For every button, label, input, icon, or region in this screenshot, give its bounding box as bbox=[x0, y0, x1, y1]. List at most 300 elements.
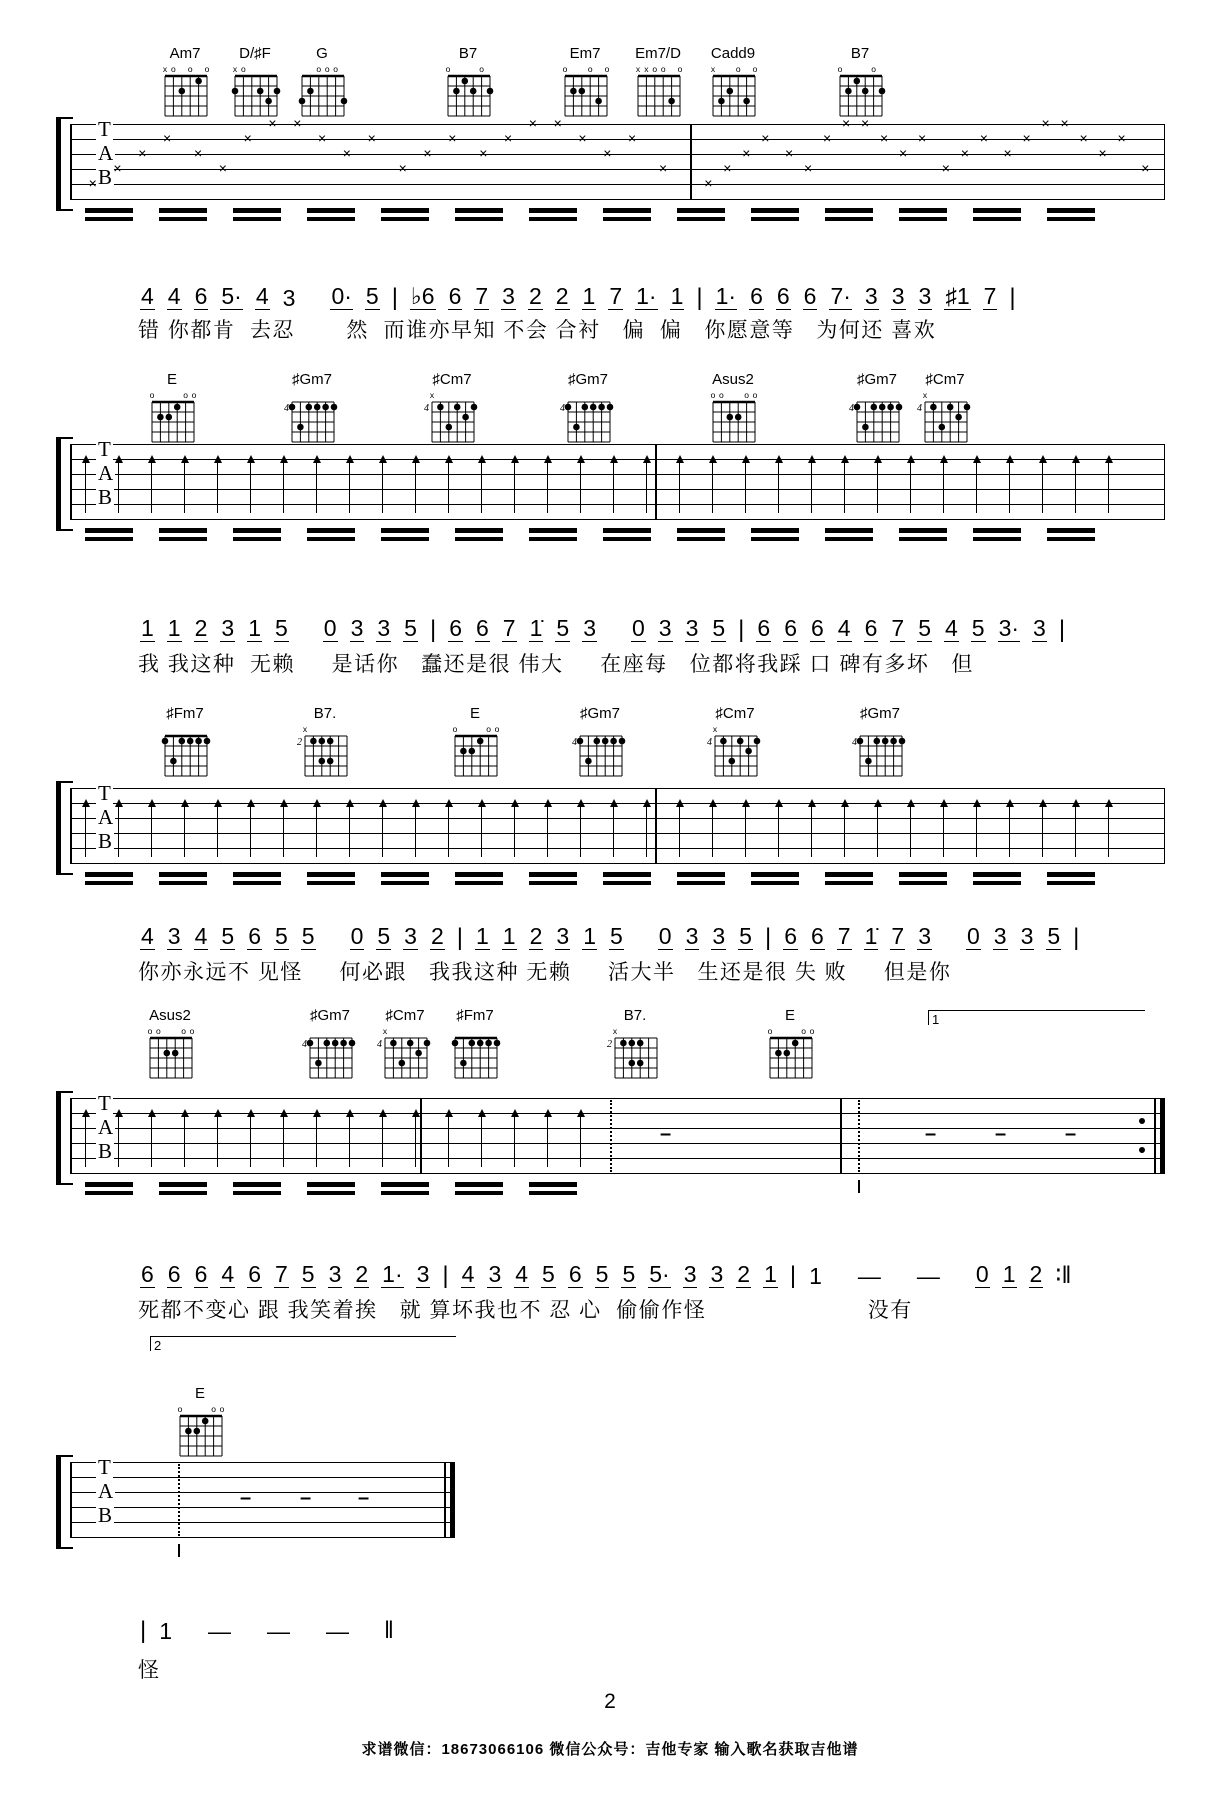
strum-up-arrow-icon bbox=[547, 1111, 548, 1167]
chord-name: ♯Cm7 bbox=[385, 1007, 425, 1024]
arrowhead-icon bbox=[841, 799, 849, 807]
jianpu-note: 1 bbox=[809, 1263, 822, 1289]
strum-up-arrow-icon bbox=[1042, 457, 1043, 513]
strum-up-arrow-icon bbox=[184, 801, 185, 857]
svg-text:4: 4 bbox=[284, 403, 289, 414]
tab-clef-letter: T bbox=[98, 781, 111, 805]
jianpu-note: 2 bbox=[355, 1261, 369, 1287]
chord-name: B7 bbox=[850, 45, 870, 62]
strum-up-arrow-icon bbox=[151, 457, 152, 513]
arrowhead-icon bbox=[973, 455, 981, 463]
arrowhead-icon bbox=[511, 1109, 519, 1117]
muted-note-x-icon: × bbox=[553, 115, 562, 131]
chord bbox=[153, 46, 217, 125]
strum-up-arrow-icon bbox=[316, 1111, 317, 1167]
arrowhead-icon bbox=[478, 455, 486, 463]
svg-text:o: o bbox=[479, 64, 484, 74]
muted-note-x-icon: × bbox=[293, 115, 302, 131]
chord-name: B7. bbox=[623, 1007, 647, 1024]
tab-clef-letter: T bbox=[98, 437, 111, 461]
chord-name: ♯Gm7 bbox=[856, 371, 897, 388]
strum-up-arrow-icon bbox=[151, 801, 152, 857]
strum-up-arrow-icon bbox=[382, 1111, 383, 1167]
strum-up-arrow-icon bbox=[613, 457, 614, 513]
jianpu-note: 5 bbox=[274, 615, 288, 641]
muted-note-x-icon: × bbox=[479, 145, 488, 161]
svg-text:4: 4 bbox=[377, 1039, 382, 1050]
arrowhead-icon bbox=[115, 1109, 123, 1117]
jianpu-note: 3 bbox=[918, 283, 932, 309]
jianpu-numbers-line bbox=[140, 924, 1091, 950]
jianpu-note: 4 bbox=[944, 615, 958, 641]
rest-dash: – bbox=[995, 1123, 1007, 1145]
arrowhead-icon bbox=[412, 799, 420, 807]
arrowhead-icon bbox=[181, 455, 189, 463]
svg-text:x: x bbox=[382, 1026, 388, 1036]
arrowhead-icon bbox=[346, 799, 354, 807]
strum-up-arrow-icon bbox=[844, 801, 845, 857]
tab-staff bbox=[70, 437, 1165, 520]
jianpu-note: 3 bbox=[416, 1261, 430, 1287]
chord-diagram bbox=[420, 388, 484, 451]
muted-note-x-icon: × bbox=[742, 145, 751, 161]
arrowhead-icon bbox=[82, 799, 90, 807]
system-brace bbox=[56, 117, 73, 211]
jianpu-note: 2 bbox=[529, 923, 543, 949]
strum-up-arrow-icon bbox=[811, 801, 812, 857]
muted-note-x-icon: × bbox=[723, 160, 732, 176]
svg-text:x: x bbox=[302, 724, 308, 734]
chord-name: ♯Gm7 bbox=[579, 705, 620, 722]
muted-note-x-icon: × bbox=[1022, 130, 1031, 146]
chord bbox=[568, 706, 632, 785]
strum-up-arrow-icon bbox=[514, 801, 515, 857]
arrowhead-icon bbox=[148, 1109, 156, 1117]
beam-groups bbox=[85, 208, 1105, 221]
chord bbox=[168, 1386, 232, 1465]
jianpu-note: 5 bbox=[365, 283, 379, 309]
jianpu-note: 5 bbox=[739, 923, 752, 949]
chord bbox=[626, 46, 690, 125]
jianpu-note: | bbox=[1058, 615, 1066, 643]
jianpu-note: 6 bbox=[776, 283, 790, 309]
svg-text:o: o bbox=[316, 64, 322, 74]
chord bbox=[420, 372, 484, 451]
arrowhead-icon bbox=[709, 455, 717, 463]
jianpu-note: 7 bbox=[837, 923, 851, 949]
jianpu-note: 3 bbox=[712, 923, 726, 949]
muted-note-x-icon: × bbox=[423, 145, 432, 161]
svg-text:4: 4 bbox=[917, 403, 922, 414]
chord bbox=[603, 1008, 667, 1087]
strum-up-arrow-icon bbox=[217, 801, 218, 857]
svg-text:4: 4 bbox=[849, 403, 854, 414]
jianpu-note: 5 bbox=[301, 923, 315, 949]
jianpu-note: 6 bbox=[449, 615, 462, 641]
svg-text:o: o bbox=[181, 1026, 186, 1036]
jianpu-note: 1 bbox=[159, 1618, 173, 1645]
jianpu-note: 1 bbox=[502, 923, 516, 949]
svg-text:o: o bbox=[445, 64, 451, 74]
chord-diagram bbox=[168, 1402, 232, 1465]
jianpu-note: 4 bbox=[194, 923, 208, 949]
jianpu-note: 6 bbox=[811, 923, 824, 949]
arrowhead-icon bbox=[1072, 799, 1080, 807]
jianpu-note: 0 bbox=[323, 615, 337, 641]
strum-up-arrow-icon bbox=[415, 1111, 416, 1167]
arrowhead-icon bbox=[511, 455, 519, 463]
barline bbox=[420, 1098, 422, 1174]
svg-text:2: 2 bbox=[607, 1039, 612, 1050]
svg-text:x: x bbox=[429, 390, 435, 400]
svg-text:4: 4 bbox=[572, 737, 577, 748]
jianpu-note: | bbox=[696, 283, 703, 311]
chord-name: G bbox=[316, 45, 328, 62]
strum-up-arrow-icon bbox=[250, 801, 251, 857]
svg-text:o: o bbox=[149, 390, 155, 400]
jianpu-numbers-line bbox=[140, 616, 1077, 642]
svg-text:o: o bbox=[191, 390, 197, 400]
jianpu-note: 5 bbox=[1047, 923, 1061, 949]
tab-clef-letter: B bbox=[98, 1139, 113, 1163]
jianpu-note: 5 bbox=[622, 1261, 636, 1287]
jianpu-note: 3 bbox=[167, 923, 181, 949]
ending-number: 2 bbox=[154, 1338, 162, 1353]
arrowhead-icon bbox=[940, 799, 948, 807]
strum-up-arrow-icon bbox=[1108, 801, 1109, 857]
muted-note-x-icon: × bbox=[88, 175, 97, 191]
jianpu-note: 2 bbox=[1029, 1261, 1043, 1287]
arrowhead-icon bbox=[775, 799, 783, 807]
svg-text:o: o bbox=[562, 64, 568, 74]
arrowhead-icon bbox=[643, 799, 651, 807]
arrowhead-icon bbox=[346, 455, 354, 463]
jianpu-note: 7 bbox=[609, 283, 623, 309]
strum-up-arrow-icon bbox=[349, 801, 350, 857]
muted-note-x-icon: × bbox=[138, 145, 147, 161]
jianpu-note: 3 bbox=[683, 1261, 697, 1287]
chord-diagram bbox=[758, 1024, 822, 1087]
strum-up-arrow-icon bbox=[151, 1111, 152, 1167]
jianpu-note: 3 bbox=[404, 923, 417, 949]
arrowhead-icon bbox=[643, 455, 651, 463]
strum-up-arrow-icon bbox=[184, 1111, 185, 1167]
jianpu-note: | bbox=[140, 1617, 147, 1644]
jianpu-note: 1̇ bbox=[529, 615, 543, 641]
arrowhead-icon bbox=[1072, 455, 1080, 463]
jianpu-note: | bbox=[789, 1261, 797, 1289]
arrowhead-icon bbox=[709, 799, 717, 807]
svg-text:o: o bbox=[189, 1026, 195, 1036]
svg-text:o: o bbox=[871, 64, 876, 74]
strum-up-arrow-icon bbox=[415, 457, 416, 513]
chord-diagram bbox=[626, 62, 690, 125]
jianpu-note: ‖ bbox=[384, 1617, 394, 1644]
chord-diagram bbox=[436, 62, 500, 125]
jianpu-note: 3 bbox=[864, 283, 878, 309]
jianpu-note: 3 bbox=[891, 283, 905, 309]
jianpu-note: 6 bbox=[757, 615, 771, 641]
arrowhead-icon bbox=[742, 455, 750, 463]
jianpu-note: 0· bbox=[331, 283, 352, 309]
lyrics-line: 你亦永远不 见怪 何必跟 我我这种 无赖 活大半 生还是很 失 败 但是你 bbox=[138, 961, 952, 984]
jianpu-note: | bbox=[456, 923, 463, 951]
jianpu-note: 4 bbox=[837, 615, 851, 641]
chord bbox=[701, 372, 765, 451]
arrowhead-icon bbox=[214, 455, 222, 463]
strum-up-arrow-icon bbox=[877, 457, 878, 513]
tab-staff bbox=[70, 1455, 455, 1538]
svg-text:o: o bbox=[156, 1026, 161, 1036]
svg-text:x: x bbox=[644, 64, 649, 74]
jianpu-note: 7 bbox=[475, 283, 489, 309]
chord-name: Am7 bbox=[169, 45, 201, 62]
muted-note-x-icon: × bbox=[398, 160, 407, 176]
strum-up-arrow-icon bbox=[910, 801, 911, 857]
arrowhead-icon bbox=[1039, 799, 1047, 807]
rest-dash: – bbox=[1065, 1123, 1077, 1145]
jianpu-note: 3 bbox=[918, 923, 931, 949]
arrowhead-icon bbox=[973, 799, 981, 807]
barline bbox=[655, 444, 657, 520]
chord bbox=[443, 1008, 507, 1087]
arrowhead-icon bbox=[544, 455, 552, 463]
jianpu-note: 1 bbox=[582, 283, 596, 309]
svg-text:x: x bbox=[612, 1026, 618, 1036]
chord-diagram bbox=[138, 1024, 202, 1087]
svg-text:o: o bbox=[187, 64, 193, 74]
arrowhead-icon bbox=[775, 455, 783, 463]
jianpu-numbers-line bbox=[140, 1618, 406, 1643]
strum-up-arrow-icon bbox=[118, 1111, 119, 1167]
strum-up-arrow-icon bbox=[613, 801, 614, 857]
strum-up-arrow-icon bbox=[580, 457, 581, 513]
strum-up-arrow-icon bbox=[580, 801, 581, 857]
strum-up-arrow-icon bbox=[910, 457, 911, 513]
arrowhead-icon bbox=[478, 799, 486, 807]
muted-note-x-icon: × bbox=[194, 145, 203, 161]
muted-note-x-icon: × bbox=[704, 175, 713, 191]
arrowhead-icon bbox=[379, 799, 387, 807]
arrowhead-icon bbox=[313, 799, 321, 807]
jianpu-note: ♯1 bbox=[945, 283, 970, 309]
svg-text:o: o bbox=[324, 64, 330, 74]
muted-note-x-icon: × bbox=[918, 130, 927, 146]
arrowhead-icon bbox=[115, 799, 123, 807]
arrowhead-icon bbox=[577, 1109, 585, 1117]
chord bbox=[436, 46, 500, 125]
arpeggio-wavy-line bbox=[858, 1100, 860, 1172]
muted-note-x-icon: × bbox=[504, 130, 513, 146]
arrowhead-icon bbox=[313, 1109, 321, 1117]
rest-dash: – bbox=[358, 1487, 370, 1509]
arrowhead-icon bbox=[313, 455, 321, 463]
jianpu-note: — bbox=[326, 1618, 350, 1645]
tab-staff bbox=[70, 781, 1165, 864]
jianpu-note: 7 bbox=[891, 923, 905, 949]
svg-text:o: o bbox=[147, 1026, 153, 1036]
jianpu-note: 7 bbox=[891, 615, 905, 641]
tab-clef-letter: A bbox=[98, 1479, 114, 1503]
svg-text:o: o bbox=[183, 390, 188, 400]
jianpu-note: 4 bbox=[141, 923, 154, 949]
svg-text:o: o bbox=[171, 64, 176, 74]
tab-clef-letter: B bbox=[98, 165, 113, 189]
strum-up-arrow-icon bbox=[481, 457, 482, 513]
svg-text:o: o bbox=[735, 64, 741, 74]
strum-up-arrow-icon bbox=[646, 457, 647, 513]
barline bbox=[1164, 124, 1166, 200]
jianpu-note: 7 bbox=[983, 283, 997, 309]
jianpu-note: 5 bbox=[542, 1261, 555, 1287]
arrowhead-icon bbox=[379, 1109, 387, 1117]
tab-clef-letter: B bbox=[98, 485, 113, 509]
barline bbox=[444, 1462, 446, 1538]
svg-text:o: o bbox=[452, 724, 458, 734]
strum-up-arrow-icon bbox=[250, 1111, 251, 1167]
jianpu-note: | bbox=[764, 923, 772, 951]
jianpu-note: 5· bbox=[221, 283, 242, 309]
jianpu-note: 3 bbox=[350, 615, 364, 641]
barline bbox=[690, 124, 692, 200]
jianpu-note: 3 bbox=[282, 285, 296, 311]
strum-up-arrow-icon bbox=[283, 1111, 284, 1167]
svg-text:2: 2 bbox=[297, 737, 302, 748]
svg-text:o: o bbox=[719, 390, 724, 400]
chord-diagram bbox=[293, 722, 357, 785]
jianpu-note: 6 bbox=[864, 615, 878, 641]
chord-name: E bbox=[166, 371, 177, 388]
chord-name: ♯Cm7 bbox=[432, 371, 472, 388]
strum-up-arrow-icon bbox=[85, 1111, 86, 1167]
muted-note-x-icon: × bbox=[1117, 130, 1126, 146]
jianpu-note: 6 bbox=[803, 283, 817, 309]
jianpu-note: 3 bbox=[221, 615, 235, 641]
chord-name: ♯Gm7 bbox=[567, 371, 608, 388]
jianpu-note: 3 bbox=[658, 615, 672, 641]
strum-up-arrow-icon bbox=[415, 801, 416, 857]
strum-up-arrow-icon bbox=[547, 457, 548, 513]
strum-up-arrow-icon bbox=[85, 457, 86, 513]
arrowhead-icon bbox=[280, 799, 288, 807]
arrowhead-icon bbox=[379, 455, 387, 463]
jianpu-note: 2 bbox=[555, 283, 569, 309]
jianpu-note: 5 bbox=[377, 923, 391, 949]
jianpu-note: 1 bbox=[583, 923, 596, 949]
final-barline bbox=[450, 1462, 455, 1538]
jianpu-note: 0 bbox=[975, 1261, 989, 1287]
strum-up-arrow-icon bbox=[844, 457, 845, 513]
rest-dash: – bbox=[240, 1487, 252, 1509]
muted-note-x-icon: × bbox=[880, 130, 889, 146]
jianpu-note: — bbox=[267, 1618, 291, 1645]
jianpu-note: 2 bbox=[737, 1261, 751, 1287]
strum-up-arrow-icon bbox=[943, 801, 944, 857]
jianpu-note: 7 bbox=[274, 1261, 288, 1287]
lyrics-line: 怪 bbox=[138, 1659, 161, 1682]
jianpu-note: 1 bbox=[167, 615, 181, 641]
jianpu-note: 6 bbox=[141, 1261, 154, 1287]
svg-text:o: o bbox=[801, 1026, 806, 1036]
arpeggio-wavy-line bbox=[610, 1100, 612, 1172]
ending-bracket bbox=[928, 1010, 1145, 1025]
muted-note-x-icon: × bbox=[979, 130, 988, 146]
jianpu-note: 2 bbox=[194, 615, 208, 641]
jianpu-note: 5 bbox=[404, 615, 417, 641]
svg-text:4: 4 bbox=[560, 403, 565, 414]
svg-text:o: o bbox=[241, 64, 246, 74]
muted-note-x-icon: × bbox=[578, 130, 587, 146]
rest-dash: – bbox=[660, 1123, 672, 1145]
muted-note-x-icon: × bbox=[528, 115, 537, 131]
chord-name: Cadd9 bbox=[710, 45, 756, 62]
svg-text:x: x bbox=[710, 64, 716, 74]
muted-note-x-icon: × bbox=[342, 145, 351, 161]
chord bbox=[373, 1008, 437, 1087]
jianpu-note: 6 bbox=[167, 1261, 181, 1287]
jianpu-note: 5 bbox=[971, 615, 985, 641]
strum-up-arrow-icon bbox=[481, 1111, 482, 1167]
jianpu-note: 6 bbox=[476, 615, 489, 641]
strum-up-arrow-icon bbox=[811, 457, 812, 513]
arrowhead-icon bbox=[1105, 455, 1113, 463]
arrowhead-icon bbox=[940, 455, 948, 463]
chord-diagram bbox=[603, 1024, 667, 1087]
chord bbox=[553, 46, 617, 125]
jianpu-note: 5 bbox=[274, 923, 288, 949]
svg-text:o: o bbox=[660, 64, 666, 74]
svg-text:o: o bbox=[710, 390, 716, 400]
jianpu-note: 5 bbox=[221, 923, 235, 949]
chord-diagram bbox=[913, 388, 977, 451]
svg-text:o: o bbox=[494, 724, 500, 734]
muted-note-x-icon: × bbox=[941, 160, 950, 176]
jianpu-note: 4 bbox=[221, 1261, 235, 1287]
arrowhead-icon bbox=[577, 799, 585, 807]
strum-up-arrow-icon bbox=[712, 457, 713, 513]
strum-up-arrow-icon bbox=[514, 457, 515, 513]
arrowhead-icon bbox=[280, 1109, 288, 1117]
barline bbox=[1164, 444, 1166, 520]
svg-text:o: o bbox=[809, 1026, 815, 1036]
strum-up-arrow-icon bbox=[580, 1111, 581, 1167]
final-barline bbox=[1160, 1098, 1165, 1174]
jianpu-note: 3 bbox=[502, 283, 515, 309]
jianpu-note: 1 bbox=[248, 615, 261, 641]
svg-text:o: o bbox=[587, 64, 593, 74]
jianpu-note: | bbox=[1073, 923, 1080, 951]
muted-note-x-icon: × bbox=[1003, 145, 1012, 161]
muted-note-x-icon: × bbox=[318, 130, 327, 146]
jianpu-note: | bbox=[429, 615, 437, 643]
arrowhead-icon bbox=[280, 455, 288, 463]
arrowhead-icon bbox=[1105, 799, 1113, 807]
strum-up-arrow-icon bbox=[118, 801, 119, 857]
muted-note-x-icon: × bbox=[1098, 145, 1107, 161]
tab-clef-letter: A bbox=[98, 461, 114, 485]
jianpu-note: — bbox=[208, 1618, 232, 1645]
chord bbox=[828, 46, 892, 125]
strum-up-arrow-icon bbox=[1075, 801, 1076, 857]
svg-text:o: o bbox=[837, 64, 843, 74]
jianpu-note: 1· bbox=[636, 283, 657, 309]
chord-diagram bbox=[848, 722, 912, 785]
jianpu-note: 5 bbox=[609, 923, 623, 949]
jianpu-note: 1 bbox=[476, 923, 489, 949]
svg-text:o: o bbox=[333, 64, 338, 74]
beam-groups bbox=[85, 1182, 585, 1195]
barline bbox=[840, 1098, 842, 1174]
